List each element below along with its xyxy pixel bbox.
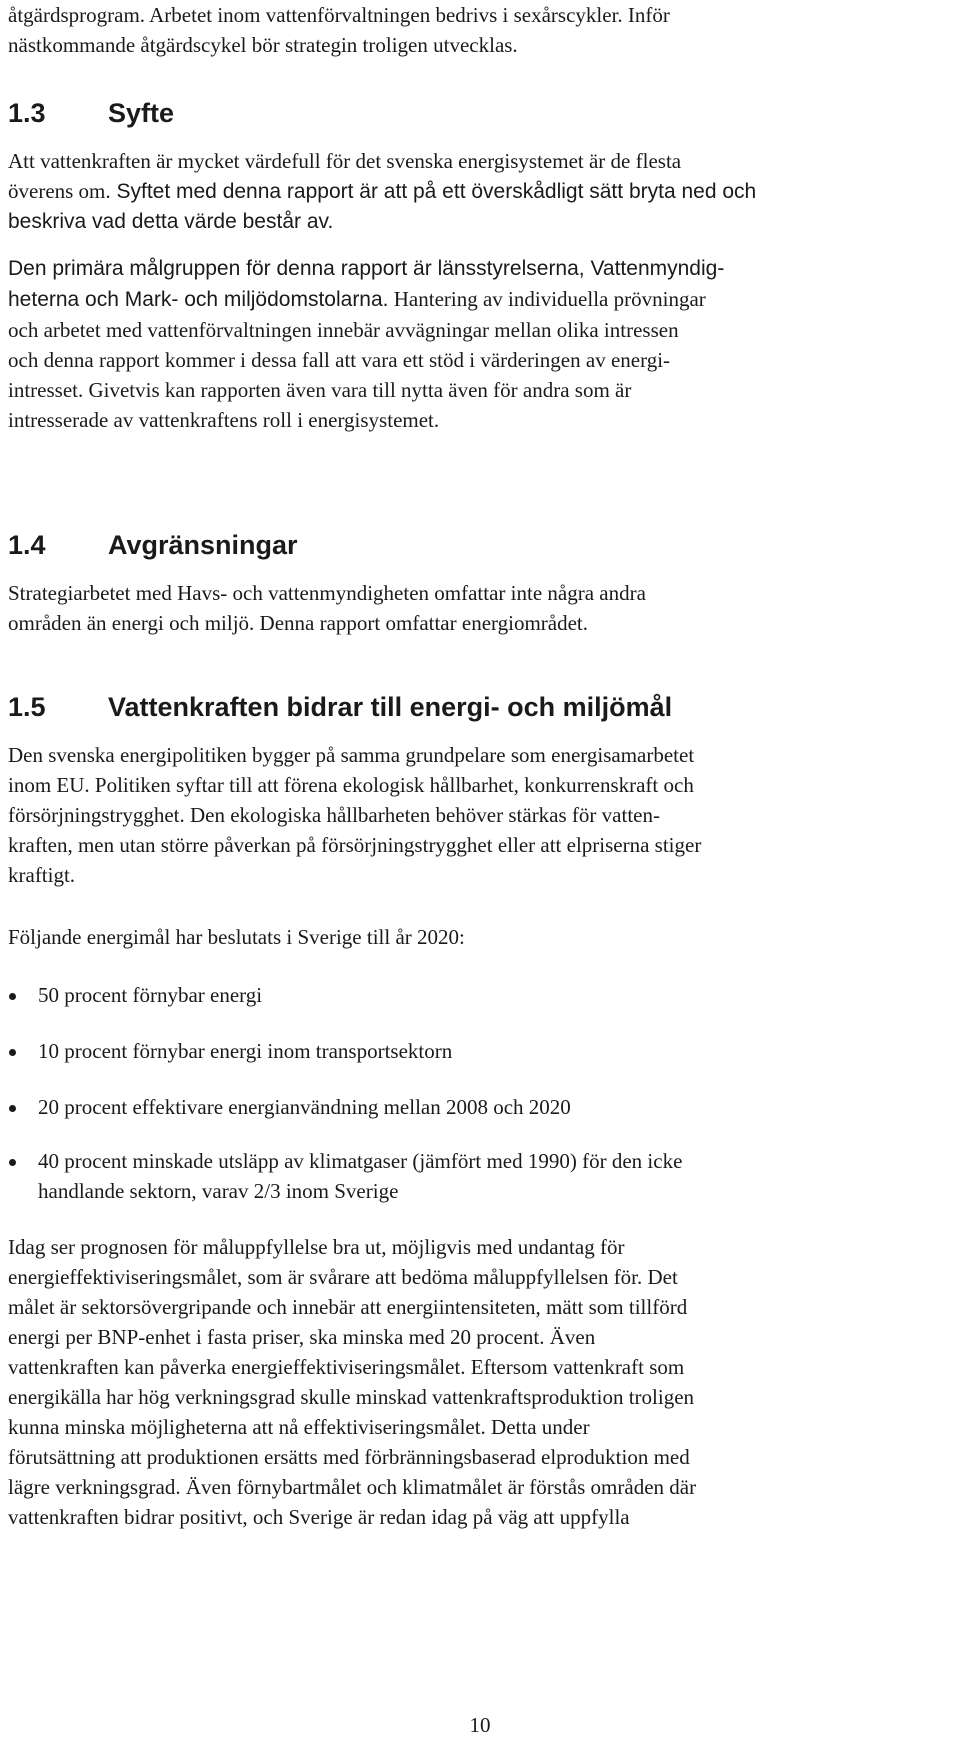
energimal-paragraph-3 (8, 1232, 948, 1532)
bullet-icon (9, 1159, 16, 1166)
text-line: kraftigt. (8, 863, 76, 887)
section-heading-1-3 (8, 96, 174, 130)
section-title: Avgränsningar (108, 530, 298, 560)
text-line: Syftet med denna rapport är att på ett överskådligt sätt bryta ned och (110, 180, 757, 203)
avgransningar-paragraph (8, 578, 948, 638)
text-line: åtgärdsprogram. Arbetet inom vattenförvaltningen bedrivs i sexårscykler. Inför (8, 3, 670, 27)
text-line: Strategiarbetet med Havs- och vattenmyndigheten omfattar inte några andra (8, 581, 646, 605)
text-line: och denna rapport kommer i dessa fall att vara ett stöd i värderingen av energi- (8, 348, 671, 372)
text-line: nästkommande åtgärdscykel bör strategin troligen utvecklas. (8, 33, 518, 57)
section-title: Syfte (108, 98, 175, 128)
section-number: 1.5 (8, 692, 46, 722)
text-line: beskriva vad detta värde består av. (8, 210, 334, 233)
list-item-text: 40 procent minskade utsläpp av klimatgaser (jämfört med 1990) för den icke (38, 1149, 683, 1173)
text-line: områden än energi och miljö. Denna rapport omfattar energiområdet. (8, 611, 589, 635)
list-item-text: handlande sektorn, varav 2/3 inom Sverige (38, 1179, 399, 1203)
list-item-text: 20 procent effektivare energianvändning mellan 2008 och 2020 (38, 1095, 571, 1119)
text-line: lägre verkningsgrad. Även förnybartmålet och klimatmålet är förstås områden där (8, 1475, 697, 1499)
text-line: inom EU. Politiken syftar till att förena ekologisk hållbarhet, konkurrenskraft och (8, 773, 694, 797)
text-line: energieffektiviseringsmålet, som är svårare att bedöma måluppfyllelsen för. Det (8, 1265, 678, 1289)
section-number: 1.4 (8, 530, 46, 560)
text-line: intresset. Givetvis kan rapporten även vara till nytta även för andra som är (8, 378, 632, 402)
energimal-paragraph-1 (8, 740, 948, 890)
text-line: kraften, men utan större påverkan på försörjningstrygghet eller att elpriserna stiger (8, 833, 702, 857)
list-item (8, 1146, 960, 1206)
bullet-icon (9, 1049, 16, 1056)
text-line: kunna minska möjligheterna att nå effektiviseringsmålet. Detta under (8, 1415, 590, 1439)
list-item-text: 10 procent förnybar energi inom transportsektorn (38, 1039, 453, 1063)
text-line: Idag ser prognosen för måluppfyllelse bra ut, möjligvis med undantag för (8, 1235, 625, 1259)
section-heading-1-4 (8, 528, 298, 562)
section-heading-1-5 (8, 690, 672, 724)
list-item (8, 1092, 960, 1122)
energimal-paragraph-2 (8, 922, 948, 952)
text-line: energi per BNP-enhet i fasta priser, ska minska med 20 procent. Även (8, 1325, 596, 1349)
list-item (8, 980, 960, 1010)
list-item (8, 1036, 960, 1066)
page-number: 10 (469, 1713, 491, 1737)
text-line: Hantering av individuella prövningar (388, 287, 706, 311)
syfte-paragraph-2 (8, 254, 948, 435)
text-line: överens om. (8, 179, 111, 203)
bullet-icon (9, 993, 16, 1000)
bullet-icon (9, 1105, 16, 1112)
list-item-text: 50 procent förnybar energi (38, 983, 263, 1007)
intro-paragraph (8, 0, 948, 60)
text-line: heterna och Mark- och miljödomstolarna. (8, 288, 389, 311)
section-title: Vattenkraften bidrar till energi- och miljömål (108, 692, 673, 722)
text-line: Den primära målgruppen för denna rapport är länsstyrelserna, Vattenmyndig- (8, 257, 725, 280)
text-line: Följande energimål har beslutats i Sverige till år 2020: (8, 925, 465, 949)
syfte-paragraph-1 (8, 146, 948, 237)
section-number: 1.3 (8, 98, 46, 128)
text-line: vattenkraften bidrar positivt, och Sverige är redan idag på väg att uppfylla (8, 1505, 630, 1529)
text-line: intresserade av vattenkraftens roll i energisystemet. (8, 408, 440, 432)
text-line: Att vattenkraften är mycket värdefull för det svenska energisystemet är de flesta (8, 149, 682, 173)
text-line: förutsättning att produktionen ersätts med förbränningsbaserad elproduktion med (8, 1445, 690, 1469)
text-line: energikälla har hög verkningsgrad skulle minskad vattenkraftsproduktion troligen (8, 1385, 695, 1409)
text-line: målet är sektorsövergripande och innebär att energiintensiteten, mätt som tillförd (8, 1295, 688, 1319)
text-line: och arbetet med vattenförvaltningen innebär avvägningar mellan olika intressen (8, 318, 679, 342)
text-line: vattenkraften kan påverka energieffektiviseringsmålet. Eftersom vattenkraft som (8, 1355, 685, 1379)
text-line: Den svenska energipolitiken bygger på samma grundpelare som energisamarbetet (8, 743, 695, 767)
text-line: försörjningstrygghet. Den ekologiska hållbarheten behöver stärkas för vatten- (8, 803, 660, 827)
